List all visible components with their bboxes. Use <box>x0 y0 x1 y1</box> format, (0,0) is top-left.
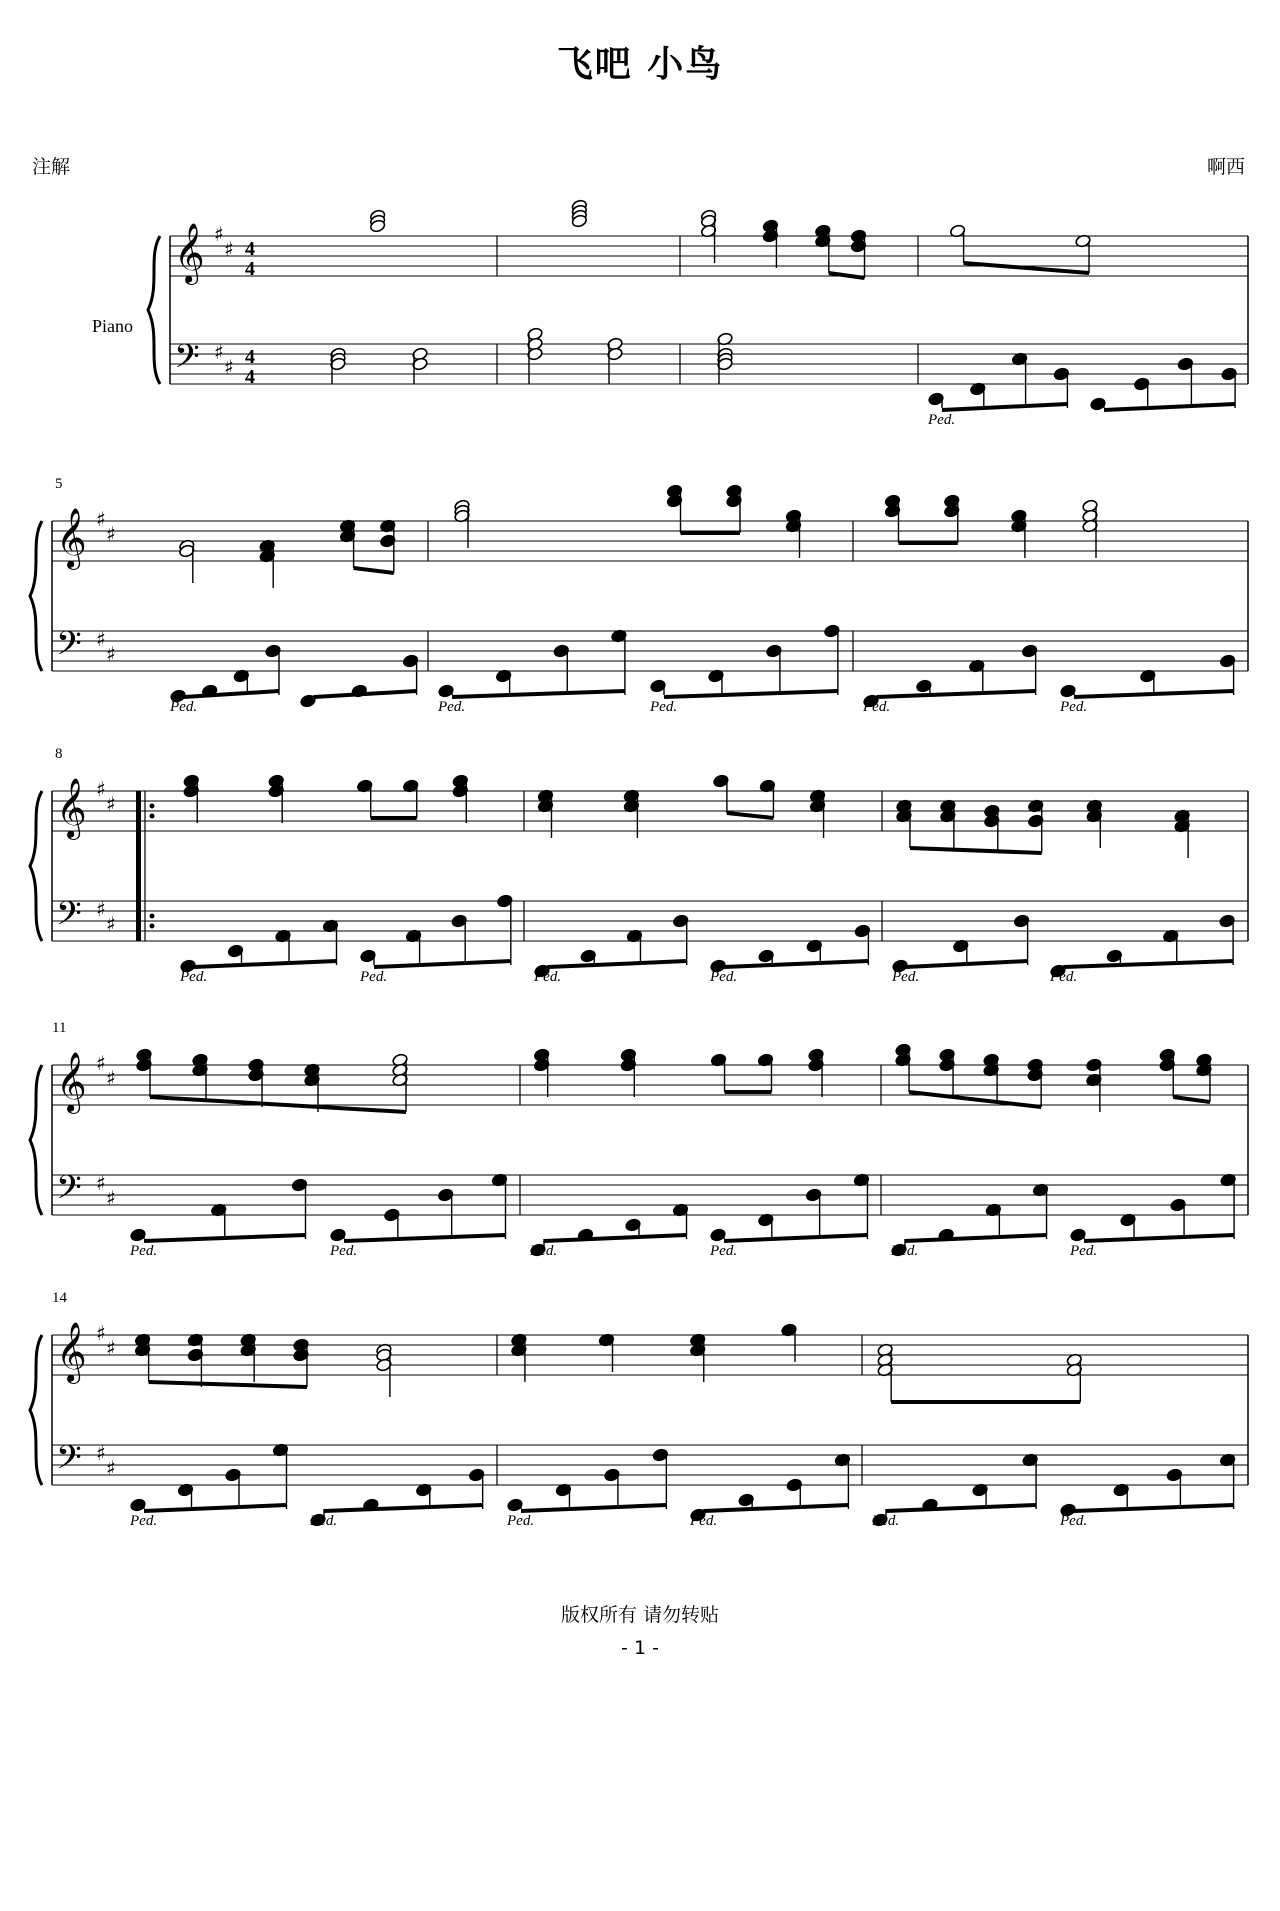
pedal-mark: Ped. <box>180 969 208 985</box>
key-signature-sharp: ♯ <box>96 777 106 801</box>
pedal-mark: Ped. <box>928 412 956 428</box>
repeat-start-thick-bar <box>136 791 141 941</box>
pedal-mark: Ped. <box>360 969 388 985</box>
pedal-mark: Ped. <box>130 1513 158 1529</box>
pedal-mark: Ped. <box>1060 699 1088 715</box>
pedal-mark: Ped. <box>863 699 891 715</box>
note-beam <box>942 404 1067 410</box>
composer-name: 啊西 <box>1206 156 1245 178</box>
key-signature-sharp: ♯ <box>224 355 234 379</box>
key-signature-sharp: ♯ <box>106 1456 116 1480</box>
note-beam <box>184 691 279 697</box>
grand-staff-brace <box>30 1335 42 1485</box>
time-signature-denominator: 4 <box>245 366 255 388</box>
note-beam <box>1173 1097 1210 1102</box>
treble-clef: 𝄞 <box>56 778 87 838</box>
note-beam <box>374 961 511 967</box>
pedal-mark: Ped. <box>438 699 466 715</box>
grand-staff-brace <box>148 236 160 384</box>
key-signature-sharp: ♯ <box>96 1321 106 1345</box>
grand-staff-brace <box>30 521 42 671</box>
repeat-dot <box>150 804 155 809</box>
note-beam <box>704 1505 848 1511</box>
note-beam <box>521 1505 666 1511</box>
repeat-dot <box>150 814 155 819</box>
measure-number-5: 5 <box>55 476 63 492</box>
key-signature-sharp: ♯ <box>106 912 116 936</box>
pedal-mark: Ped. <box>130 1243 158 1259</box>
note-beam <box>1064 961 1233 967</box>
note-beam <box>144 1505 287 1511</box>
treble-clef: 𝄞 <box>174 223 205 283</box>
bass-clef: 𝄢 <box>174 338 200 384</box>
key-signature-sharp: ♯ <box>96 1441 106 1465</box>
pedal-mark: Ped. <box>1050 969 1078 985</box>
key-signature-sharp: ♯ <box>96 627 106 651</box>
bass-clef: 𝄢 <box>56 895 82 941</box>
pedal-mark: Ped. <box>310 1513 338 1529</box>
copyright-notice: 版权所有 请勿转贴 <box>560 1604 720 1626</box>
note-beam <box>964 263 1089 273</box>
score-title: 飞吧 小鸟 <box>556 44 724 85</box>
pedal-mark: Ped. <box>872 1513 900 1529</box>
note-beam <box>1074 1505 1234 1511</box>
note-beam <box>194 961 337 967</box>
note-beam <box>344 1235 506 1241</box>
measure-number-8: 8 <box>55 746 63 762</box>
note-beam <box>1104 404 1235 410</box>
time-signature-denominator: 4 <box>245 258 255 280</box>
key-signature-sharp: ♯ <box>106 792 116 816</box>
bass-clef: 𝄢 <box>56 1169 82 1215</box>
pedal-mark: Ped. <box>330 1243 358 1259</box>
key-signature-sharp: ♯ <box>96 1171 106 1195</box>
grand-staff-brace <box>30 1065 42 1215</box>
pedal-mark: Ped. <box>507 1513 535 1529</box>
measure-number-11: 11 <box>52 1020 67 1036</box>
instrument-label: Piano <box>92 316 134 336</box>
note-beam <box>727 813 774 818</box>
pedal-mark: Ped. <box>530 1243 558 1259</box>
pedal-mark: Ped. <box>534 969 562 985</box>
note-beam <box>829 273 865 278</box>
pedal-mark: Ped. <box>690 1513 718 1529</box>
note-beam <box>664 691 838 697</box>
key-signature-sharp: ♯ <box>106 642 116 666</box>
bass-clef: 𝄢 <box>56 1439 82 1485</box>
time-signature-numerator: 4 <box>245 346 255 368</box>
key-signature-sharp: ♯ <box>224 237 234 261</box>
key-signature-sharp: ♯ <box>106 1186 116 1210</box>
treble-clef: 𝄞 <box>56 1052 87 1112</box>
key-signature-sharp: ♯ <box>96 1051 106 1075</box>
page-number: - 1 - <box>621 1637 659 1659</box>
key-signature-sharp: ♯ <box>106 1066 116 1090</box>
note-beam <box>452 691 625 697</box>
note-beam <box>877 691 1036 697</box>
measure-number-14: 14 <box>52 1290 67 1306</box>
pedal-mark: Ped. <box>650 699 678 715</box>
key-signature-sharp: ♯ <box>214 340 224 364</box>
note-beam <box>354 568 394 573</box>
note-beam <box>724 961 868 967</box>
time-signature-numerator: 4 <box>245 238 255 260</box>
note-beam <box>324 1505 483 1511</box>
key-signature-sharp: ♯ <box>106 1336 116 1360</box>
pedal-mark: Ped. <box>710 1243 738 1259</box>
treble-clef: 𝄞 <box>56 1322 87 1382</box>
key-signature-sharp: ♯ <box>106 522 116 546</box>
pedal-mark: Ped. <box>1060 1513 1088 1529</box>
pedal-mark: Ped. <box>891 1243 919 1259</box>
note-beam <box>544 1235 687 1241</box>
annotation-label: 注解 <box>32 156 71 178</box>
repeat-dot <box>150 914 155 919</box>
note-beam <box>149 1382 307 1387</box>
bass-clef: 𝄢 <box>56 625 82 671</box>
note-beam <box>910 848 1042 853</box>
note-beam <box>905 1235 1047 1241</box>
pedal-mark: Ped. <box>1070 1243 1098 1259</box>
note-beam <box>1084 1235 1234 1241</box>
pedal-mark: Ped. <box>710 969 738 985</box>
note-beam <box>886 1505 1036 1511</box>
note-beam <box>548 961 687 967</box>
pedal-mark: Ped. <box>892 969 920 985</box>
key-signature-sharp: ♯ <box>96 897 106 921</box>
key-signature-sharp: ♯ <box>96 507 106 531</box>
key-signature-sharp: ♯ <box>214 222 224 246</box>
repeat-dot <box>150 924 155 929</box>
grand-staff-brace <box>30 791 42 941</box>
note-beam <box>724 1235 867 1241</box>
pedal-mark: Ped. <box>170 699 198 715</box>
treble-clef: 𝄞 <box>56 508 87 568</box>
